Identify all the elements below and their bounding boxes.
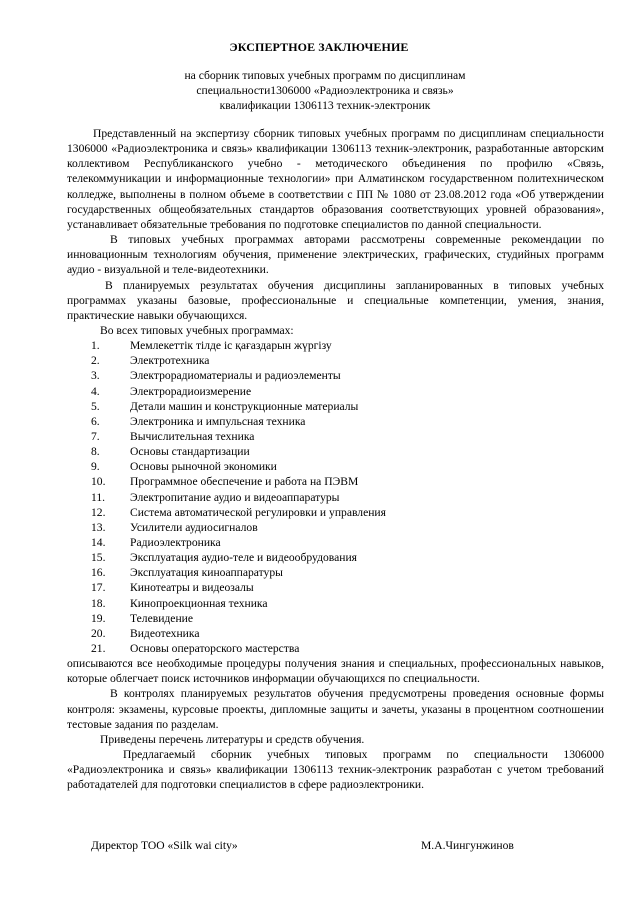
- document-subtitle: [80, 68, 570, 113]
- list-item: [67, 565, 604, 580]
- paragraph-list-intro: Во всех типовых учебных программах:: [100, 324, 294, 338]
- list-item-number: 20.: [91, 626, 106, 640]
- list-item-text: Вычислительная техника: [130, 430, 255, 444]
- list-item: [67, 444, 604, 459]
- list-item-number: 14.: [91, 536, 106, 550]
- list-item-text: Детали машин и конструкционные материалы: [130, 399, 359, 413]
- list-item-number: 7.: [91, 430, 100, 444]
- list-item-number: 18.: [91, 596, 106, 610]
- list-item-text: Кинопроекционная техника: [130, 596, 268, 610]
- list-item-text: Мемлекеттік тілде іс қағаздарын жүргізу: [130, 339, 332, 353]
- list-item-number: 8.: [91, 445, 100, 459]
- list-item: [67, 611, 604, 626]
- list-item: [67, 505, 604, 520]
- list-item-text: Электрорадиоматериалы и радиоэлементы: [130, 369, 341, 383]
- list-item-text: Телевидение: [130, 611, 193, 625]
- list-item-number: 3.: [91, 369, 100, 383]
- list-item-number: 4.: [91, 384, 100, 398]
- list-item-text: Усилители аудиосигналов: [130, 520, 258, 534]
- list-item-number: 16.: [91, 566, 106, 580]
- list-item-number: 19.: [91, 611, 106, 625]
- list-item-number: 11.: [91, 490, 106, 504]
- list-item-number: 6.: [91, 414, 100, 428]
- list-item-number: 2.: [91, 354, 100, 368]
- list-item: [67, 338, 604, 353]
- list-item: [67, 535, 604, 550]
- paragraph-literature: Приведены перечень литературы и средств обучения.: [100, 732, 365, 746]
- list-item: [67, 626, 604, 641]
- paragraph-competencies: В планируемых результатах обучения дисциплины запланированных в типовых учебных программах указаны базовые, профессиональные и специальные компетенции, умения, знания, практические навыки обучающихся.: [67, 278, 604, 322]
- list-item-number: 21.: [91, 642, 106, 655]
- list-item: [67, 490, 604, 505]
- list-item-text: Основы операторского мастерства: [130, 642, 300, 655]
- paragraph-intro: Представленный на экспертизу сборник типовых учебных программ по дисциплинам специальности 1306000 «Радиоэлектроника и связь» квалификации 1306113 техник-электроник, разработанные авторским коллективом Республиканского учебно - методического объединения по профилю «Связь, телекоммуникации и информационные технологии» при Алматинском государственном политехническом колледже, выполнены в полном объеме в соответствии с ПП № 1080 от 23.08.2012 года «Об утверждении государственных общеобязательных стандартов образования соответствующих уровней образования», устанавливает обязательные требования по подготовке специалистов по данной специальности.: [67, 127, 604, 231]
- paragraph-innovations: В типовых учебных программах авторами рассмотрены современные рекомендации по инновационным технологиям обучения, применение электрических, графических, студийных программ аудио - визуальной и теле-видеотехники.: [67, 233, 604, 277]
- list-item-number: 13.: [91, 520, 106, 534]
- list-item-text: Система автоматической регулировки и управления: [130, 505, 386, 519]
- list-item-number: 17.: [91, 581, 106, 595]
- list-item-text: Электроника и импульсная техника: [130, 414, 306, 428]
- list-item: [67, 384, 604, 399]
- list-item-text: Электрорадиоизмерение: [130, 384, 252, 398]
- list-item-number: 1.: [91, 339, 100, 353]
- list-item-number: 10.: [91, 475, 106, 489]
- list-item-text: Электротехника: [130, 354, 210, 368]
- list-item-text: Эксплуатация аудио-теле и видеообрудования: [130, 551, 357, 565]
- paragraph-procedures: описываются все необходимые процедуры получения знания и специальных, профессиональных навыков, которые облегчает поиск источников информации обучающихся по специальности.: [67, 657, 604, 686]
- document-body: [67, 126, 604, 793]
- list-item-number: 12.: [91, 505, 106, 519]
- list-item-text: Основы стандартизации: [130, 445, 250, 459]
- list-item-text: Кинотеатры и видеозалы: [130, 581, 254, 595]
- list-item: [67, 459, 604, 474]
- list-item: [67, 550, 604, 565]
- list-item: [67, 399, 604, 414]
- list-item-number: 5.: [91, 399, 100, 413]
- signature-position: Директор ТОО «Silk wai city»: [91, 839, 238, 852]
- list-item-text: Радиоэлектроника: [130, 536, 221, 550]
- list-item-number: 15.: [91, 551, 106, 565]
- signature-name: М.А.Чингунжинов: [421, 839, 514, 852]
- list-item: [67, 474, 604, 489]
- list-item: [67, 520, 604, 535]
- list-item-text: Электропитание аудио и видеоаппаратуры: [130, 490, 340, 504]
- subtitle-line: специальности1306000 «Радиоэлектроника и связь»: [196, 84, 454, 97]
- list-item-text: Видеотехника: [130, 626, 200, 640]
- list-item: [67, 641, 604, 656]
- document-title: ЭКСПЕРТНОЕ ЗАКЛЮЧЕНИЕ: [229, 40, 409, 54]
- paragraph-control: В контролях планируемых результатов обучения предусмотрены проведения основные формы контроля: экзамены, курсовые проекты, дипломные защиты и зачеты, указаны в процентном соотношении тестовые задания по разделам.: [67, 687, 604, 731]
- subtitle-line: на сборник типовых учебных программ по дисциплинам: [184, 69, 466, 82]
- list-item-text: Основы рыночной экономики: [130, 460, 277, 474]
- list-item: [67, 429, 604, 444]
- list-item-text: Программное обеспечение и работа на ПЭВМ: [130, 475, 359, 489]
- program-list: [67, 338, 604, 656]
- list-item: [67, 353, 604, 368]
- list-item: [67, 596, 604, 611]
- list-item-number: 9.: [91, 460, 100, 474]
- list-item: [67, 580, 604, 595]
- list-item-text: Эксплуатация киноаппаратуры: [130, 566, 283, 580]
- subtitle-line: квалификации 1306113 техник-электроник: [219, 99, 431, 112]
- list-item: [67, 414, 604, 429]
- paragraph-conclusion: Предлагаемый сборник учебных типовых программ по специальности 1306000 «Радиоэлектроника и связь» квалификации 1306113 техник-электроник разработан с учетом требований работадателей для подготовки специалистов в сфере радиоэлектроники.: [67, 748, 604, 792]
- list-item: [67, 368, 604, 383]
